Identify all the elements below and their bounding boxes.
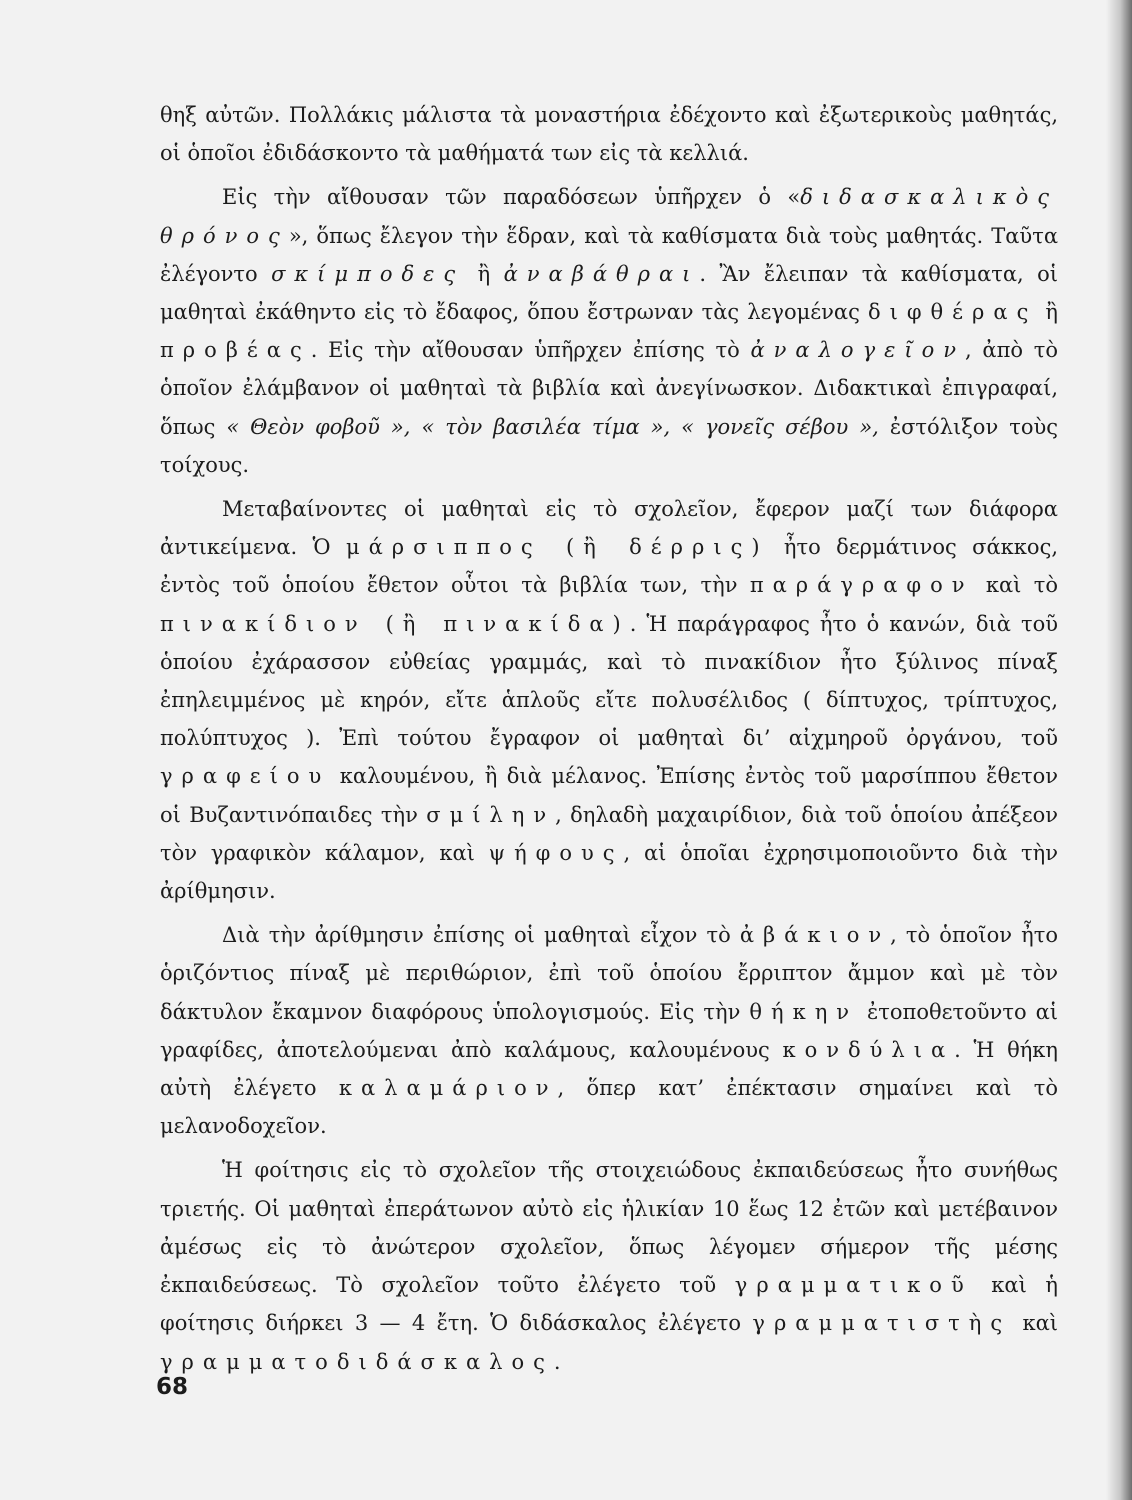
italic-inscriptions: « Θεὸν φοβοῦ », « τὸν βασιλέα τίμα », « γονεῖς σέβου »,	[226, 414, 879, 439]
spaced-term: κονδύλια	[782, 1037, 955, 1062]
spaced-term: παράγραφον	[749, 573, 974, 598]
spaced-term: γραμματικοῦ	[734, 1273, 973, 1298]
spaced-term: ἀναβάθραι	[503, 261, 700, 286]
paragraph-5	[160, 1151, 1058, 1380]
spaced-term: γραφείου	[160, 764, 331, 789]
spaced-term: σμίλην	[426, 802, 556, 827]
text-run: , αἱ ὁποῖαι ἐχρησιμοποιοῦντο διὰ τὴν ἀρίθμησιν.	[160, 840, 1058, 904]
text-run: », ὅπως ἔλεγον τὴν ἕδραν, καὶ τὰ καθίσματα διὰ τοὺς μαθητάς. Ταῦτα ἐλέγοντο	[160, 223, 1058, 286]
spaced-term: διφθέρας	[867, 300, 1038, 325]
text-run: ἐστόλιξον τοὺς τοίχους.	[160, 414, 1058, 477]
text-run: Διὰ τὴν ἀρίθμησιν ἐπίσης οἱ μαθηταὶ εἶχον τὸ	[222, 923, 740, 948]
text-run: . Ἡ παράγραφος ἦτο ὁ κανών, διὰ τοῦ ὁποίου ἐχάρασσον εὐθείας γραμμάς, καὶ τὸ πινακίδιον ἦτο ξύλινος πίναξ ἐπηλειμμένος μὲ κηρόν, εἴτε ἁπλοῦς εἴτε πολυσέλιδος ( δίπτυχος, τρίπτυχος, πολύπτυχος ). Ἐπὶ τούτου ἔγραφον οἱ μαθηταὶ δι’ αἰχμηροῦ ὀργάνου, τοῦ	[160, 611, 1058, 751]
text-run: καὶ	[1011, 1311, 1058, 1336]
spaced-term: θήκην	[749, 999, 859, 1024]
text-run: . Ἂν ἔλειπαν τὰ καθίσματα, οἱ μαθηταὶ ἐκάθηντο εἰς τὸ ἔδαφος, ὅπου ἔστρωναν τὰς λεγομένας	[160, 261, 1059, 325]
text-run: Εἰς τὴν αἴθουσαν τῶν παραδόσεων ὑπῆρχεν ὁ «	[222, 185, 801, 210]
text-run: καὶ ἡ φοίτησις διήρκει 3 — 4 ἔτη. Ὁ διδάσκαλος ἐλέγετο	[160, 1273, 1058, 1336]
text-run: , ἀπὸ τὸ ὁποῖον ἐλάμβανον οἱ μαθηταὶ τὰ βιβλία καὶ ἀνεγίνωσκον. Διδακτικαὶ ἐπιγραφαί, ὅπως	[160, 338, 1058, 439]
text-run: , ὅπερ κατ’ ἐπέκτασιν σημαίνει καὶ τὸ μελανοδοχεῖον.	[160, 1076, 1058, 1139]
spaced-term: ἀβάκιον	[739, 923, 891, 948]
spaced-term: γραμματοδιδάσκαλος	[160, 1349, 554, 1374]
text-run: , τὸ ὁποῖον ἦτο ὁριζόντιος πίναξ μὲ περιθώριον, ἐπὶ τοῦ ὁποίου ἔρριπτον ἄμμον καὶ μὲ τὸν δάκτυλον ἔκαμνον διαφόρους ὑπολογισμούς. Εἰς τὴν	[160, 923, 1058, 1024]
text-run: ἐτοποθετοῦντο αἱ γραφίδες, ἀποτελούμεναι ἀπὸ καλάμους, καλουμένους	[160, 999, 1058, 1062]
text-run: Μεταβαίνοντες οἱ μαθηταὶ εἰς τὸ σχολεῖον, ἔφερον μαζί των διάφορα ἀντικείμενα. Ὁ	[160, 497, 1058, 560]
spaced-term: διδασκαλικὸς θρόνος	[160, 185, 1058, 248]
text-run: .	[553, 1349, 561, 1374]
spaced-term: προβέας	[160, 338, 311, 363]
text-run: . Ἡ θήκη αὐτὴ ἐλέγετο	[160, 1037, 1058, 1101]
spaced-term: ψήφους	[488, 840, 624, 865]
text-run: ἦτο δερμάτινος σάκκος, ἐντὸς τοῦ ὁποίου ἔθετον οὗτοι τὰ βιβλία των, τὴν	[160, 535, 1059, 598]
paragraph-3	[160, 490, 1058, 910]
spaced-term: μάρσιππος (ἢ δέρρις)	[345, 535, 769, 560]
text-run: ἢ	[1037, 300, 1058, 325]
text-run: , δηλαδὴ μαχαιρίδιον, διὰ τοῦ ὁποίου ἀπέξεον τὸν γραφικὸν κάλαμον, καὶ	[160, 802, 1058, 865]
spaced-term: πινακίδιον (ἢ πινακίδα)	[160, 611, 630, 636]
spaced-term: σκίμποδες	[271, 261, 465, 286]
page-number: 68	[156, 1374, 189, 1400]
text-run: Ἡ φοίτησις εἰς τὸ σχολεῖον τῆς στοιχειώδους ἐκπαιδεύσεως ἦτο συνήθως τριετής. Οἱ μαθηταὶ ἐπεράτωνον αὐτὸ εἰς ἡλικίαν 10 ἕως 12 ἐτῶν καὶ μετέβαινον ἀμέσως εἰς τὸ ἀνώτερον σχολεῖον, ὅπως λέγομεν σήμερον τῆς μέσης ἐκπαιδεύσεως. Τὸ σχολεῖον τοῦτο ἐλέγετο τοῦ	[160, 1158, 1058, 1298]
text-run: . Εἰς τὴν αἴθουσαν ὑπῆρχεν ἐπίσης τὸ	[310, 338, 751, 363]
text-run: καλουμένου, ἢ διὰ μέλανος. Ἐπίσης ἐντὸς τοῦ μαρσίππου ἔθετον οἱ Βυζαντινόπαιδες τὴν	[160, 764, 1058, 827]
text-run: ἢ	[464, 261, 504, 286]
text-run: καὶ τὸ	[973, 573, 1058, 598]
spaced-term: καλαμάριον	[338, 1076, 558, 1101]
body-text	[160, 96, 1058, 1381]
spaced-term: ἀναλογεῖον	[750, 338, 966, 363]
paragraph-2	[160, 178, 1058, 484]
page-edge-shadow	[1106, 0, 1132, 1500]
paragraph-1	[160, 96, 1058, 172]
text-run: θηξ αὐτῶν. Πολλάκις μάλιστα τὰ μοναστήρια ἐδέχοντο καὶ ἐξωτερικοὺς μαθητάς, οἱ ὁποῖοι ἐδιδάσκοντο τὰ μαθήματά των εἰς τὰ κελλιά.	[160, 103, 1058, 166]
spaced-term: γραμματιστὴς	[752, 1311, 1012, 1336]
paragraph-4	[160, 916, 1058, 1145]
